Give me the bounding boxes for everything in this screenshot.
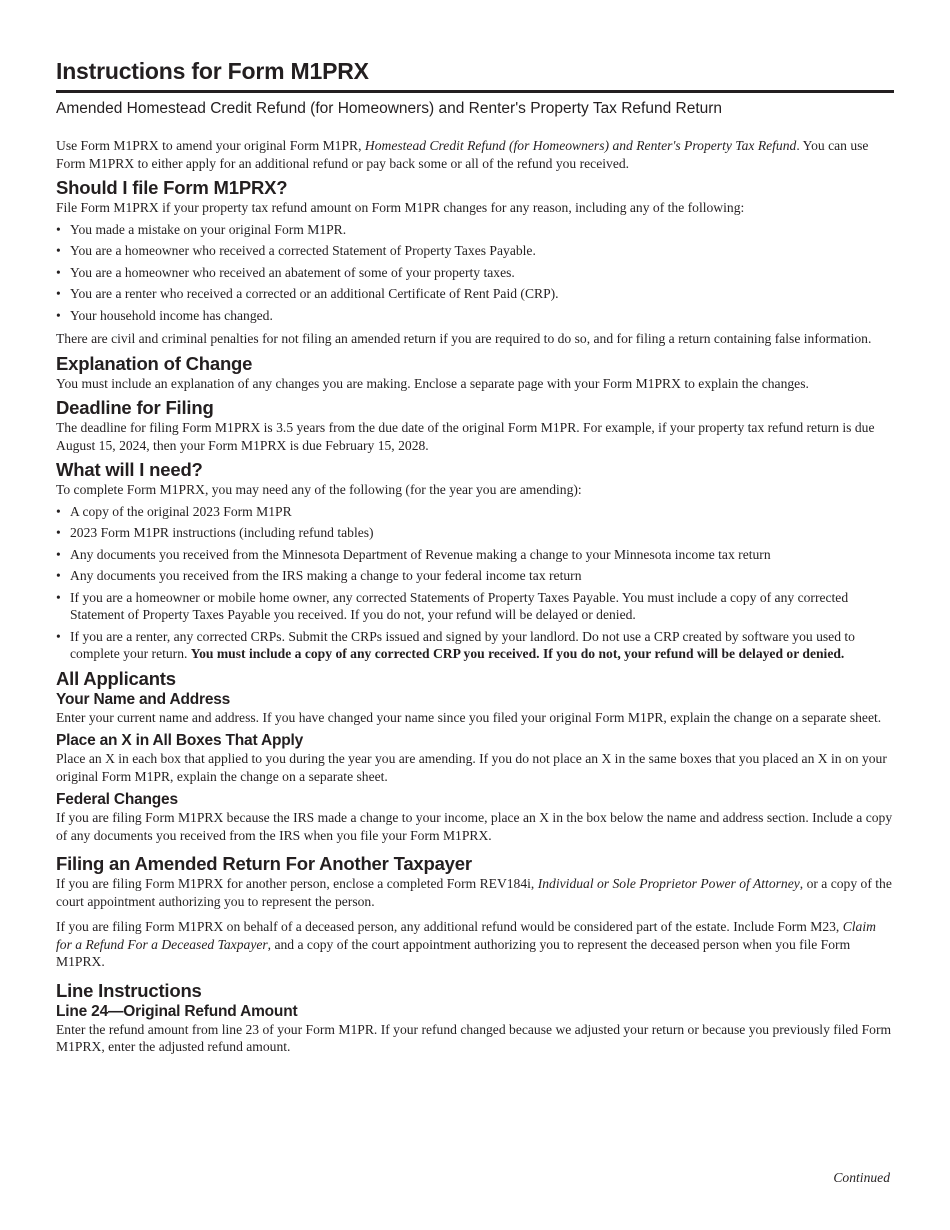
need-lead: To complete Form M1PRX, you may need any of the following (for the year you are amending): <box>56 482 582 497</box>
boxes-text: Place an X in each box that applied to you during the year you are amending. If you do not place an X in the same boxes that you placed an X in on your original Form M1PR, explain the change on a separate sheet. <box>56 751 887 784</box>
deadline-text: The deadline for filing Form M1PRX is 3.5 years from the due date of the original Form M1PR. For example, if your property tax refund return is due August 15, 2024, then your Form M1PRX is due February 15, 2028. <box>56 420 875 453</box>
boxes-heading: Place an X in All Boxes That Apply <box>56 732 304 749</box>
page-subtitle: Amended Homestead Credit Refund (for Homeowners) and Renter's Property Tax Refund Return <box>56 100 723 117</box>
deadline-heading: Deadline for Filing <box>56 397 214 418</box>
list-item: • You are a homeowner who received an abatement of some of your property taxes. <box>56 264 894 282</box>
page-title: Instructions for Form M1PRX <box>56 56 894 93</box>
federal-changes-text: If you are filing Form M1PRX because the IRS made a change to your income, place an X in the box below the name and address section. Include a copy of any documents you received from the IRS when you file your Form M1PRX. <box>56 810 893 843</box>
name-address-heading: Your Name and Address <box>56 690 231 708</box>
list-item: • If you are a homeowner or mobile home owner, any corrected Statements of Property Taxes Payable. You must include a copy of any corrected Statement of Property Taxes Payable you received. If you do not, your refund will be delayed or denied. <box>56 589 894 624</box>
intro-paragraph: Use Form M1PRX to amend your original Form M1PR, Homestead Credit Refund (for Homeowners) and Renter's Property Tax Refund. You can use Form M1PRX to either apply for an additional refund or pay back some or all of the refund you received. <box>56 138 869 171</box>
should-file-lead: File Form M1PRX if your property tax refund amount on Form M1PR changes for any reason, including any of the following: <box>56 200 745 215</box>
line-24-text: Enter the refund amount from line 23 of your Form M1PR. If your refund changed because we adjusted your return or because you previously filed Form M1PRX, enter the adjusted refund amount. <box>56 1021 892 1054</box>
form-title-italic: Homestead Credit Refund (for Homeowners) and Renter's Property Tax Refund <box>364 138 797 153</box>
line-24-heading: Line 24—Original Refund Amount <box>56 1002 298 1020</box>
applicants-heading: All Applicants <box>56 667 176 689</box>
explanation-text: You must include an explanation of any changes you are making. Enclose a separate page with your Form M1PRX to explain the changes. <box>56 375 809 391</box>
list-item: • Any documents you received from the IRS making a change to your federal income tax return <box>56 567 894 585</box>
warning-bold-text: You must include a copy of any corrected CRP you received. If you do not, your refund will be delayed or denied. <box>190 646 845 661</box>
list-item: • You made a mistake on your original Form M1PR. <box>56 221 894 239</box>
list-item: • A copy of the original 2023 Form M1PR <box>56 503 894 521</box>
list-item: • You are a renter who received a corrected or an additional Certificate of Rent Paid (CRP). <box>56 285 894 303</box>
name-address-text: Enter your current name and address. If you have changed your name since you filed your original Form M1PR, explain the change on a separate sheet. <box>56 709 882 725</box>
list-item: • If you are a renter, any corrected CRPs. Submit the CRPs issued and signed by your landlord. Do not use a CRP created by software you used to complete your return. You must include a copy of any corrected CRP you received. If you do not, your refund will be delayed or denied. <box>56 628 894 663</box>
should-file-heading: Should I file Form M1PRX? <box>56 177 288 198</box>
penalties-paragraph: There are civil and criminal penalties for not filing an amended return if you are required to do so, and for filing a return containing false information. <box>56 331 872 346</box>
need-heading: What will I need? <box>56 459 203 480</box>
need-list <box>56 503 894 663</box>
federal-changes-heading: Federal Changes <box>56 791 178 808</box>
list-item: • Any documents you received from the Minnesota Department of Revenue making a change to your Minnesota income tax return <box>56 546 894 564</box>
page <box>56 56 894 1056</box>
list-item: • 2023 Form M1PR instructions (including refund tables) <box>56 524 894 542</box>
line-instructions-heading: Line Instructions <box>56 979 202 1001</box>
explanation-heading: Explanation of Change <box>56 352 253 374</box>
another-taxpayer-heading: Filing an Amended Return For Another Taxpayer <box>56 853 472 874</box>
another-taxpayer-p1: If you are filing Form M1PRX for another person, enclose a completed Form REV184i, Individual or Sole Proprietor Power of Attorney, or a copy of the court appointment authorizing you to represent the person. <box>56 876 892 909</box>
list-item: • Your household income has changed. <box>56 307 894 325</box>
continued-label: Continued <box>833 1170 890 1185</box>
should-file-list <box>56 221 894 325</box>
list-item: • You are a homeowner who received a corrected Statement of Property Taxes Payable. <box>56 242 894 260</box>
another-taxpayer-p2: If you are filing Form M1PRX on behalf of a deceased person, any additional refund would be considered part of the estate. Include Form M23, Claim for a Refund For a Deceased Taxpayer, and a copy of the court appointment authorizing you to represent the deceased person when you file Form M1PRX. <box>56 919 876 969</box>
